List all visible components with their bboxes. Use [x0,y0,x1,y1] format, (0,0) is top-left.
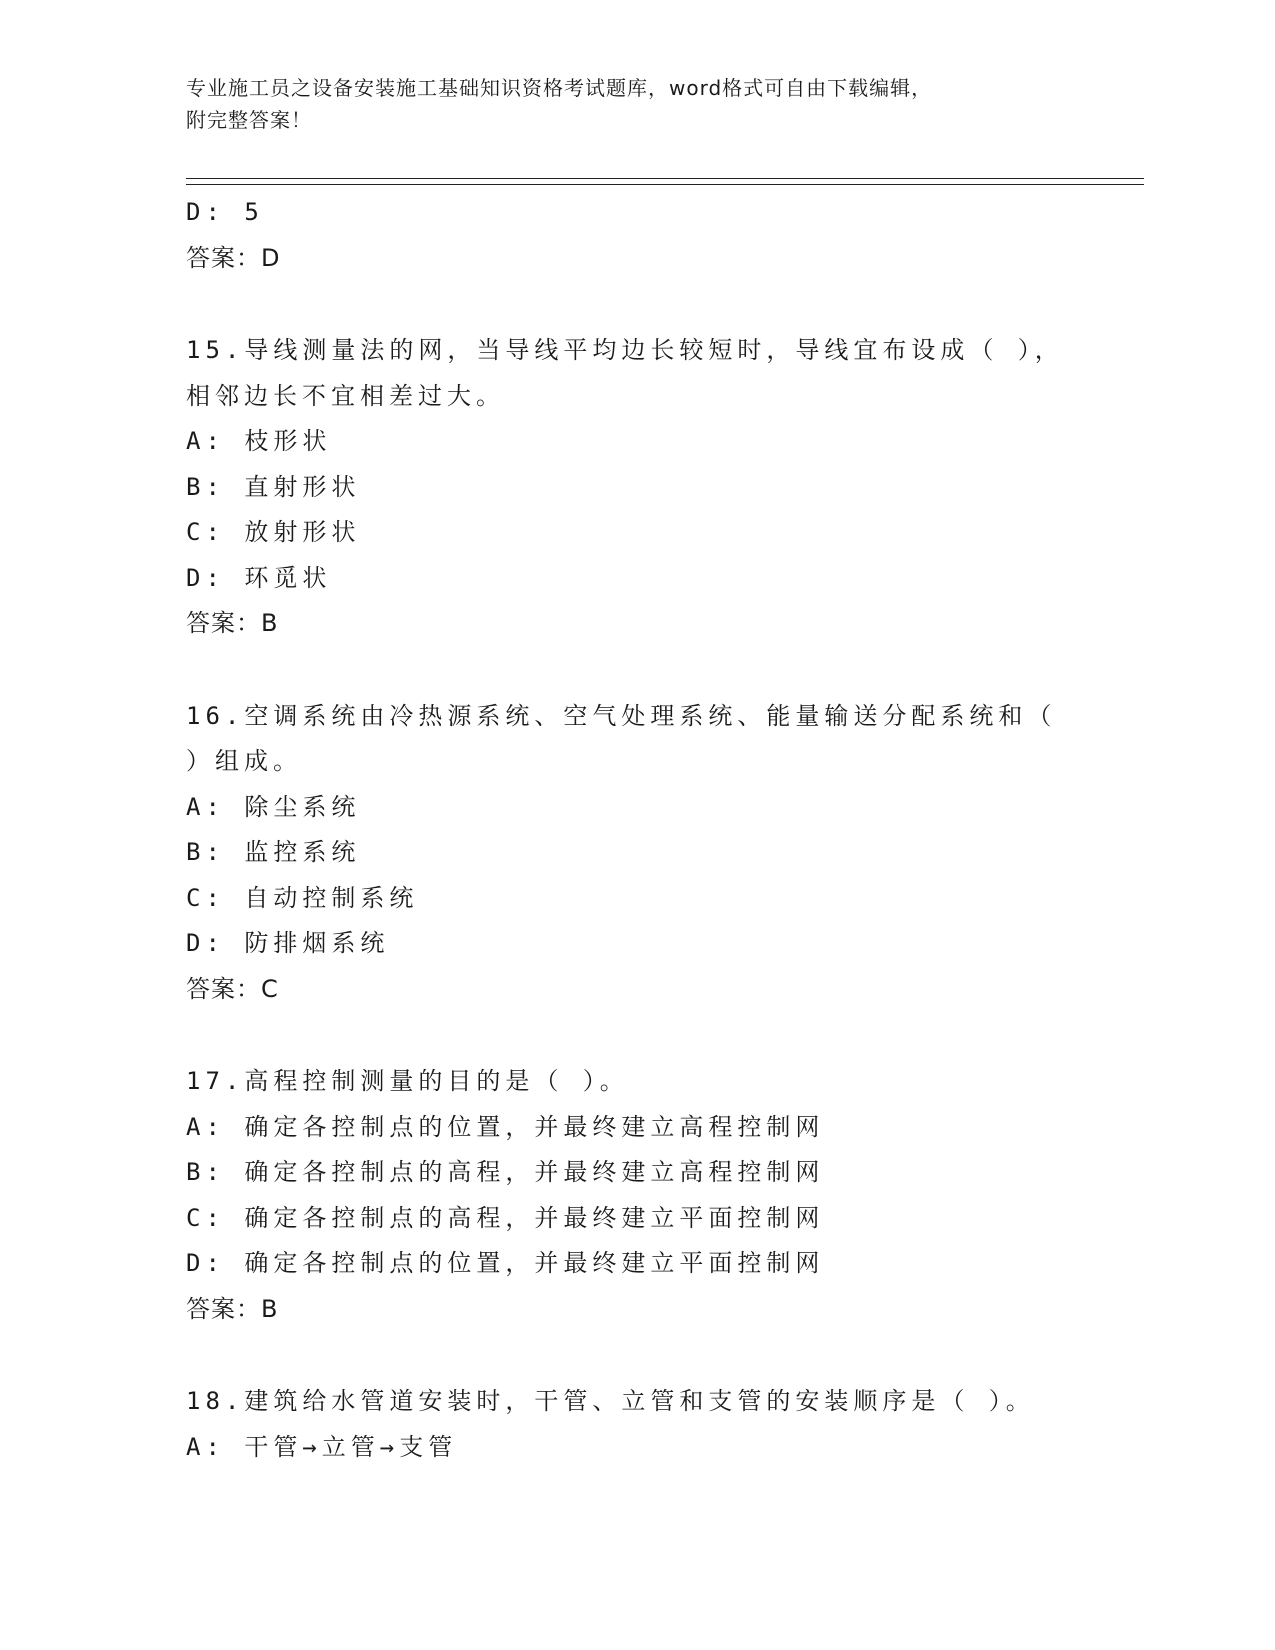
option-a: A: 除尘系统 [186,792,361,821]
option-b: B: 直射形状 [186,472,361,501]
option-d: D: 防排烟系统 [186,929,390,957]
option-c: C: 放射形状 [186,518,361,546]
question-stem: 18.建筑给水管道安装时，干管、立管和支管的安装顺序是（ ）。 [186,1387,1035,1415]
question-list [186,190,1086,1470]
page-header: 专业施工员之设备安装施工基础知识资格考试题库，word格式可自由下载编辑， 附完整答案！ [186,76,933,132]
question-stem: 17.高程控制测量的目的是（ ）。 [186,1067,629,1095]
option-d: D: 环觅状 [186,563,332,592]
option-d: D: 5 [186,198,264,226]
question-17 [186,1059,1086,1332]
option-a: A: 枝形状 [186,427,332,455]
question-18 [186,1379,1086,1470]
answer: 答案：C [186,974,279,1003]
question-stem: 相邻边长不宜相差过大。 [186,381,505,410]
answer: 答案：B [186,609,279,637]
answer: 答案：D [186,243,281,272]
header-divider [186,178,1144,185]
option-a: A: 干管→立管→支管 [186,1432,458,1461]
question-15 [186,328,1086,647]
option-d: D: 确定各控制点的位置，并最终建立平面控制网 [186,1249,825,1277]
question-stem: 16.空调系统由冷热源系统、空气处理系统、能量输送分配系统和（ [186,701,1057,730]
option-b: B: 监控系统 [186,838,361,866]
option-b: B: 确定各控制点的高程，并最终建立高程控制网 [186,1158,825,1186]
question-stem: ）组成。 [186,747,302,775]
question-stem: 15.导线测量法的网，当导线平均边长较短时，导线宜布设成（ ）， [186,336,1064,364]
option-a: A: 确定各控制点的位置，并最终建立高程控制网 [186,1112,825,1141]
answer: 答案：B [186,1294,279,1323]
option-c: C: 自动控制系统 [186,883,419,912]
question-16 [186,694,1086,1013]
option-c: C: 确定各控制点的高程，并最终建立平面控制网 [186,1203,825,1232]
